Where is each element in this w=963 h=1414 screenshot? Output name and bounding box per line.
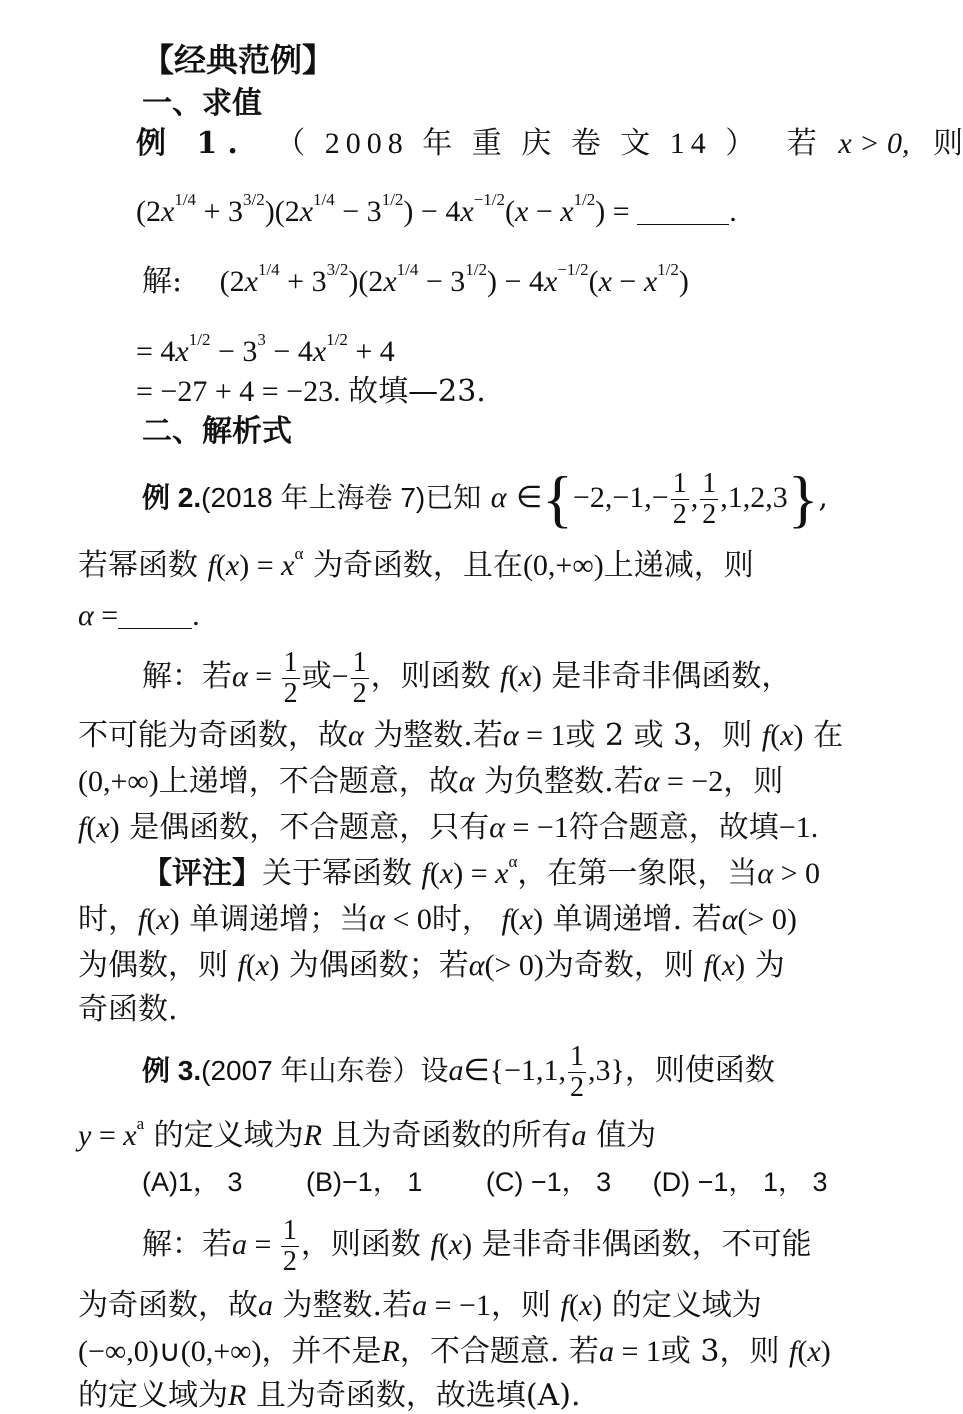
example-2-source: (2018 年上海卷 7)已知: [201, 482, 482, 513]
example-1-step-2: [136, 374, 486, 410]
example-1-step-1: = $4x^{1/2} - 3^3 - 4x^{1/2} + 4$: [136, 330, 395, 368]
example-1-expression: $(2x^{1/4} + 3^{3/2})(2x^{1/4} - 3^{1/2}) - 4x^{-1/2}(x - x^{1/2})$ = .: [136, 190, 737, 228]
example-3-line-2: $y = x^a$ 的定义域为R 且为奇函数的所有a 值为: [78, 1114, 657, 1153]
example-2-note-3: 为偶数，则 f(x) 为偶函数；若α(> 0)为奇数，则 f(x) 为: [78, 948, 785, 983]
example-1-cond-prefix: 若: [786, 126, 817, 161]
example-3-options: [142, 1164, 827, 1200]
example-2-solution-2: 不可能为奇函数，故α 为整数.若α = 1或 2 或 3，则 f(x) 在: [78, 718, 844, 753]
example-1-solution-line: 解: $(2x^{1/4} + 3^{3/2})(2x^{1/4} - 3^{1/2}) - 4x^{-1/2}(x - x^{1/2})$: [142, 260, 689, 299]
example-1-line-1: [136, 126, 963, 162]
example-3-label: 例 3.: [142, 1055, 202, 1086]
example-1-step-2-tail: 故填—23.: [348, 374, 486, 409]
example-2-line-2: 若幂函数 $f(x) = x^\alpha$ 为奇函数，且在(0,+∞)上递减，则: [78, 544, 754, 583]
example-1-label: 例 1.: [136, 126, 248, 161]
example-3-solution-2: 为奇函数，故a 为整数.若a = −1，则 f(x) 的定义域为: [78, 1288, 762, 1323]
option-a: (A)1， 3: [142, 1167, 243, 1197]
example-2-line-1: 例 2.(2018 年上海卷 7)已知 α ∈{−2,−1,− $\frac{1}{2}$ , $\frac{1}{2}$ ,1,2,3},: [142, 463, 828, 534]
example-2-solution-3: (0,+∞)上递增，不合题意，故α 为负整数.若α = −2，则: [78, 764, 784, 799]
option-b: (B)−1， 1: [306, 1167, 423, 1197]
example-2-label: 例 2.: [142, 482, 202, 513]
example-2-note-1: 【评注】关于幂函数 $f(x) = x^\alpha$，在第一象限，当α > 0: [142, 852, 821, 891]
page-header: 【经典范例】: [142, 41, 335, 79]
solution-label: 解:: [142, 264, 183, 299]
example-1-source: （ 2008 年 重 庆 卷 文 14 ）: [275, 127, 762, 160]
example-2-solution-1: 解：若α = $\frac{1}{2}$ 或− $\frac{1}{2}$ ，则函数 f(x) 是非奇非偶函数，: [142, 646, 792, 709]
example-2-note-4: 奇函数.: [78, 992, 178, 1027]
fraction-half: $\frac{1}{2}$: [672, 467, 687, 530]
fraction-half: $\frac{1}{2}$: [702, 467, 717, 530]
example-3-solution-3: (−∞,0)∪(0,+∞)，并不是R，不合题意. 若a = 1或 3，则 f(x): [78, 1334, 831, 1369]
example-2-note-2: 时，f(x) 单调递增；当α < 0时， f(x) 单调递增. 若α(> 0): [78, 902, 797, 937]
section-heading-2: 二、解析式: [142, 414, 292, 449]
option-c: (C) −1， 3: [485, 1167, 612, 1197]
example-3-solution-4: 的定义域为R 且为奇函数，故选填(A).: [78, 1378, 581, 1413]
example-2-alpha-blank: α = .: [78, 599, 200, 632]
example-1-step-2-math: = −27 + 4 = −23.: [136, 375, 341, 408]
example-2-solution-4: f(x) 是偶函数，不合题意，只有α = −1符合题意，故填−1.: [78, 810, 819, 845]
set-open-brace: {: [542, 463, 573, 534]
example-1-cond: x > 0,: [838, 127, 910, 160]
note-label: 【评注】: [142, 856, 262, 891]
set-close-brace: }: [787, 463, 819, 534]
example-1-cond-suffix: 则: [933, 126, 963, 161]
option-d: (D) −1， 1， 3: [652, 1167, 828, 1197]
example-3-line-1: 例 3.(2007 年山东卷）设a∈{−1,1, $\frac{1}{2}$ ,3}，则使函数: [142, 1040, 775, 1103]
section-heading-1: 一、求值: [142, 86, 262, 121]
example-3-solution-1: 解：若a = $\frac{1}{2}$ ，则函数 f(x) 是非奇非偶函数，不可能: [142, 1214, 812, 1277]
